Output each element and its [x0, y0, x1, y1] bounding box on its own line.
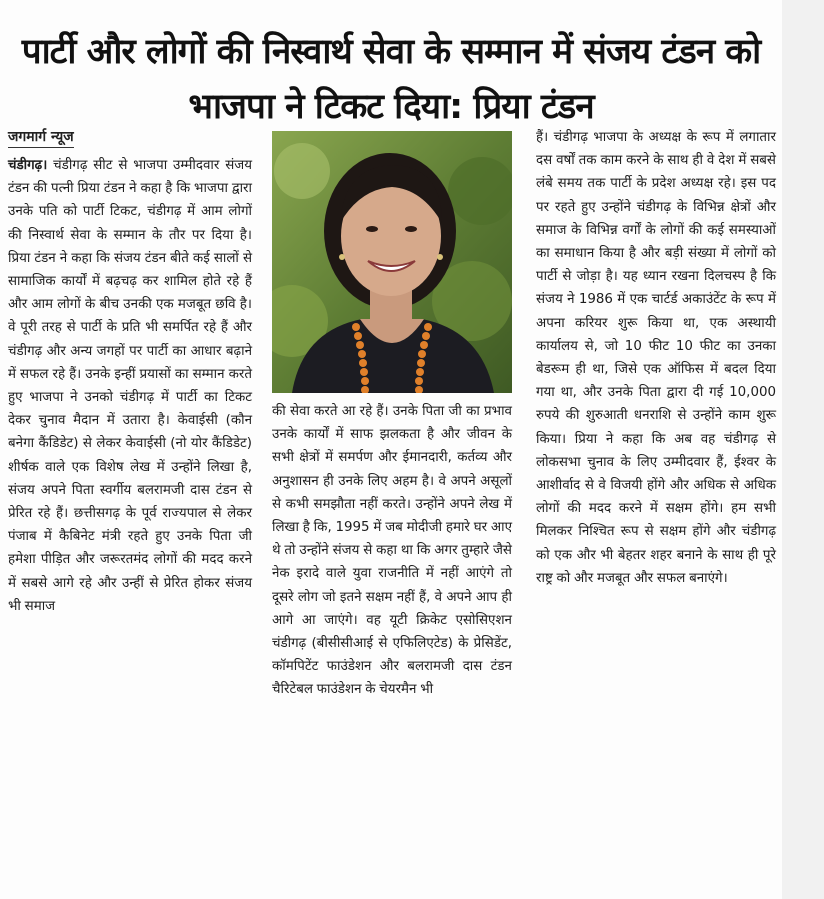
headline: पार्टी और लोगों की निस्वार्थ सेवा के सम्मान में संजय टंडन को भाजपा ने टिकट दिया: प्रिया टंडन	[21, 32, 761, 128]
dateline: चंडीगढ़।	[8, 158, 48, 173]
column-2-text: की सेवा करते आ रहे हैं। उनके पिता जी का प्रभाव उनके कार्यों में साफ झलकता है और जीवन के सभी क्षेत्रों में समर्पण और ईमानदारी, कर्तव्य और अनुशासन ही उनके लिए अहम है। वे अपने असूलों से कभी समझौता नहीं करते। उन्होंने अपने लेख में लिखा है कि, 1995 में जब मोदीजी हमारे घर आए थे तो उन्होंने संजय से कहा था कि अगर तुम्हारे जैसे नेक इरादे वाले युवा राजनीति में नहीं आएंगे तो दूसरे लोग जो इतने सक्षम नहीं हैं, वे अपने आप ही आगे आ जाएंगे। वह यूटी क्रिकेट एसोसिएशन चंडीगढ़ (बीसीसीआई से एफिलिएटेड) के प्रेसिडेंट, कॉमपिटेंट फाउंडेशन और बलरामजी दास टंडन चैरिटेबल फाउंडेशन के चेयरमैन भी	[272, 404, 512, 698]
article-column-2	[272, 400, 512, 702]
news-source: जगमार्ग न्यूज	[8, 127, 74, 148]
portrait-illustration	[272, 131, 512, 393]
portrait-photo	[272, 131, 512, 393]
column-3-text: हैं। चंडीगढ़ भाजपा के अध्यक्ष के रूप में लगातार दस वर्षों तक काम करने के साथ ही वे देश में सबसे लंबे समय तक पार्टी के प्रदेश अध्यक्ष रहे। इस पद पर रहते हुए उन्होंने चंडीगढ़ के विभिन्न क्षेत्रों और समाज के विभिन्न वर्गों के लोगों की कई समस्याओं का समाधान किया है और बड़ी संख्या में लोगों को पार्टी से जोड़ा है। यह ध्यान रखना दिलचस्प है कि संजय ने 1986 में एक चार्टर्ड अकाउंटेंट के रूप में अपना करियर शुरू किया था, एक अस्थायी कार्यालय से, जो 10 फीट 10 फीट का उनका बेडरूम ही था, जिसे एक ऑफिस में बदल दिया गया था, और उनके पिता द्वारा दी गई 10,000 रुपये की शुरुआती धनराशि से उन्होंने काम शुरू किया। प्रिया ने कहा कि अब वह चंडीगढ़ से लोकसभा चुनाव के लिए उम्मीदवार हैं, ईश्वर के आशीर्वाद से वे विजयी होंगे और अधिक से अधिक लोगों की मदद करने में सक्षम होंगे। हम सभी मिलकर निश्चित रूप से सक्षम होंगे और चंडीगढ़ को एक और भी बेहतर शहर बनाने के साथ ही पूरे राष्ट्र को और मजबूत और सफल बनाएंगे।	[536, 130, 776, 586]
column-1-text: चंडीगढ़ सीट से भाजपा उम्मीदवार संजय टंडन की पत्नी प्रिया टंडन ने कहा है कि भाजपा द्वारा उनके पति को पार्टी टिकट, चंडीगढ़ में आम लोगों की निस्वार्थ सेवा के सम्मान के तौर पर दिया है। प्रिया टंडन ने कहा कि संजय टंडन बीते कई सालों से सामाजिक कार्यों में बढ़चढ़ कर शामिल होते रहे हैं और आम लोगों के बीच उनकी एक मजबूत छवि है। वे पूरी तरह से पार्टी के प्रति भी समर्पित रहे हैं और चंडीगढ़ और अन्य जगहों पर पार्टी का आधार बढ़ाने में सफल रहे हैं। उनके इन्हीं प्रयासों का सम्मान करते हुए भाजपा ने उनको चंडीगढ़ में पार्टी का टिकट देकर चुनाव मैदान में उतारा है। केवाईसी (कौन बनेगा कैंडिडेट) से लेकर केवाईसी (नो योर कैंडिडेट) शीर्षक वाले एक विशेष लेख में उन्होंने लिखा है, संजय अपने पिता स्वर्गीय बलरामजी दास टंडन से प्रेरित रहे हैं। छत्तीसगढ़ के पूर्व राज्यपाल से लेकर पंजाब में कैबिनेट मंत्री रहते हुए उनके पिता जी हमेशा पीड़ित और जरूरतमंद लोगों की मदद करने में सबसे आगे रहे और उन्हीं से प्रेरित होकर संजय भी समाज	[8, 158, 252, 614]
page-edge	[782, 0, 824, 899]
article-column-3	[536, 126, 776, 590]
article-column-1	[8, 154, 252, 618]
